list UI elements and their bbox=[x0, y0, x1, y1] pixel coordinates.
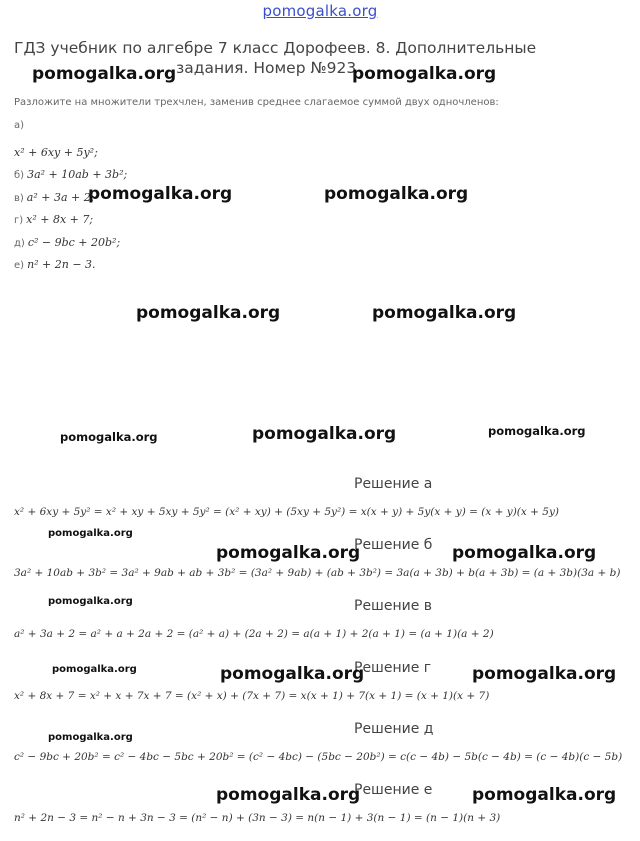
page-title-line2: задания. Номер №923 bbox=[176, 59, 357, 77]
watermark: pomogalka.org bbox=[48, 596, 133, 607]
watermark: pomogalka.org bbox=[220, 664, 365, 684]
watermark: pomogalka.org bbox=[324, 184, 469, 204]
task-item bbox=[14, 146, 98, 159]
site-link[interactable]: pomogalka.org bbox=[262, 2, 378, 20]
watermark: pomogalka.org bbox=[372, 303, 517, 323]
solution-heading: Решение д bbox=[354, 721, 434, 737]
solution-heading: Решение а bbox=[354, 476, 433, 492]
task-item-label: д) bbox=[14, 238, 25, 249]
watermark: pomogalka.org bbox=[52, 664, 137, 675]
task-item-label: в) bbox=[14, 193, 24, 204]
watermark: pomogalka.org bbox=[48, 528, 133, 539]
watermark: pomogalka.org bbox=[352, 64, 497, 84]
solution-expr: a² + 3a + 2 = a² + a + 2a + 2 = (a² + a) + (2a + 2) = a(a + 1) + 2(a + 1) = (a + 1)(a + 2) bbox=[14, 628, 494, 640]
task-item bbox=[14, 258, 96, 271]
task-item-expr: c² − 9bc + 20b²; bbox=[27, 236, 121, 249]
task-item-label: г) bbox=[14, 215, 24, 226]
watermark: pomogalka.org bbox=[32, 64, 177, 84]
solution-expr: n² + 2n − 3 = n² − n + 3n − 3 = (n² − n) + (3n − 3) = n(n − 1) + 3(n − 1) = (n − 1)(n + 3) bbox=[14, 812, 501, 824]
watermark: pomogalka.org bbox=[488, 424, 586, 438]
page-title-line1: ГДЗ учебник по алгебре 7 класс Дорофеев. 8. Дополнительные bbox=[14, 39, 537, 57]
task-item-expr: x² + 8x + 7; bbox=[26, 213, 94, 226]
task-intro: Разложите на множители трехчлен, заменив среднее слагаемое суммой двух одночленов: bbox=[14, 97, 499, 108]
watermark: pomogalka.org bbox=[472, 785, 617, 805]
watermark: pomogalka.org bbox=[452, 543, 597, 563]
task-item bbox=[14, 168, 127, 181]
task-item bbox=[14, 213, 93, 226]
solution-expr: 3a² + 10ab + 3b² = 3a² + 9ab + ab + 3b² = (3a² + 9ab) + (ab + 3b²) = 3a(a + 3b) + b(a + 3b) = (a + 3b)(3a + b) bbox=[14, 567, 621, 579]
solution-heading: Решение б bbox=[354, 537, 433, 553]
task-item-label: е) bbox=[14, 260, 25, 271]
task-item-a-label bbox=[14, 118, 27, 131]
solution-heading: Решение в bbox=[354, 598, 433, 614]
solution-expr: c² − 9bc + 20b² = c² − 4bc − 5bc + 20b² = (c² − 4bc) − (5bc − 20b²) = c(c − 4b) − 5b(c − 4b) = (c − 4b)(c − 5b) bbox=[14, 751, 623, 763]
watermark: pomogalka.org bbox=[252, 424, 397, 444]
task-item-expr: n² + 2n − 3. bbox=[27, 258, 96, 271]
solution-heading: Решение е bbox=[354, 782, 433, 798]
watermark: pomogalka.org bbox=[472, 664, 617, 684]
task-item bbox=[14, 191, 94, 204]
solution-expr: x² + 6xy + 5y² = x² + xy + 5xy + 5y² = (x² + xy) + (5xy + 5y²) = x(x + y) + 5y(x + y) = (x + y)(x + 5y) bbox=[14, 506, 559, 518]
task-item-label: а) bbox=[14, 120, 25, 131]
watermark: pomogalka.org bbox=[136, 303, 281, 323]
solution-heading: Решение г bbox=[354, 660, 432, 676]
task-item-expr: 3a² + 10ab + 3b²; bbox=[27, 168, 128, 181]
task-item-expr: x² + 6xy + 5y²; bbox=[14, 146, 98, 159]
solution-expr: x² + 8x + 7 = x² + x + 7x + 7 = (x² + x) + (7x + 7) = x(x + 1) + 7(x + 1) = (x + 1)(x + 7) bbox=[14, 690, 490, 702]
watermark: pomogalka.org bbox=[60, 430, 158, 444]
task-item bbox=[14, 236, 120, 249]
watermark: pomogalka.org bbox=[88, 184, 233, 204]
task-item-label: б) bbox=[14, 170, 25, 181]
watermark: pomogalka.org bbox=[216, 785, 361, 805]
watermark: pomogalka.org bbox=[216, 543, 361, 563]
watermark: pomogalka.org bbox=[48, 732, 133, 743]
task-item-expr: a² + 3a + 2; bbox=[26, 191, 95, 204]
